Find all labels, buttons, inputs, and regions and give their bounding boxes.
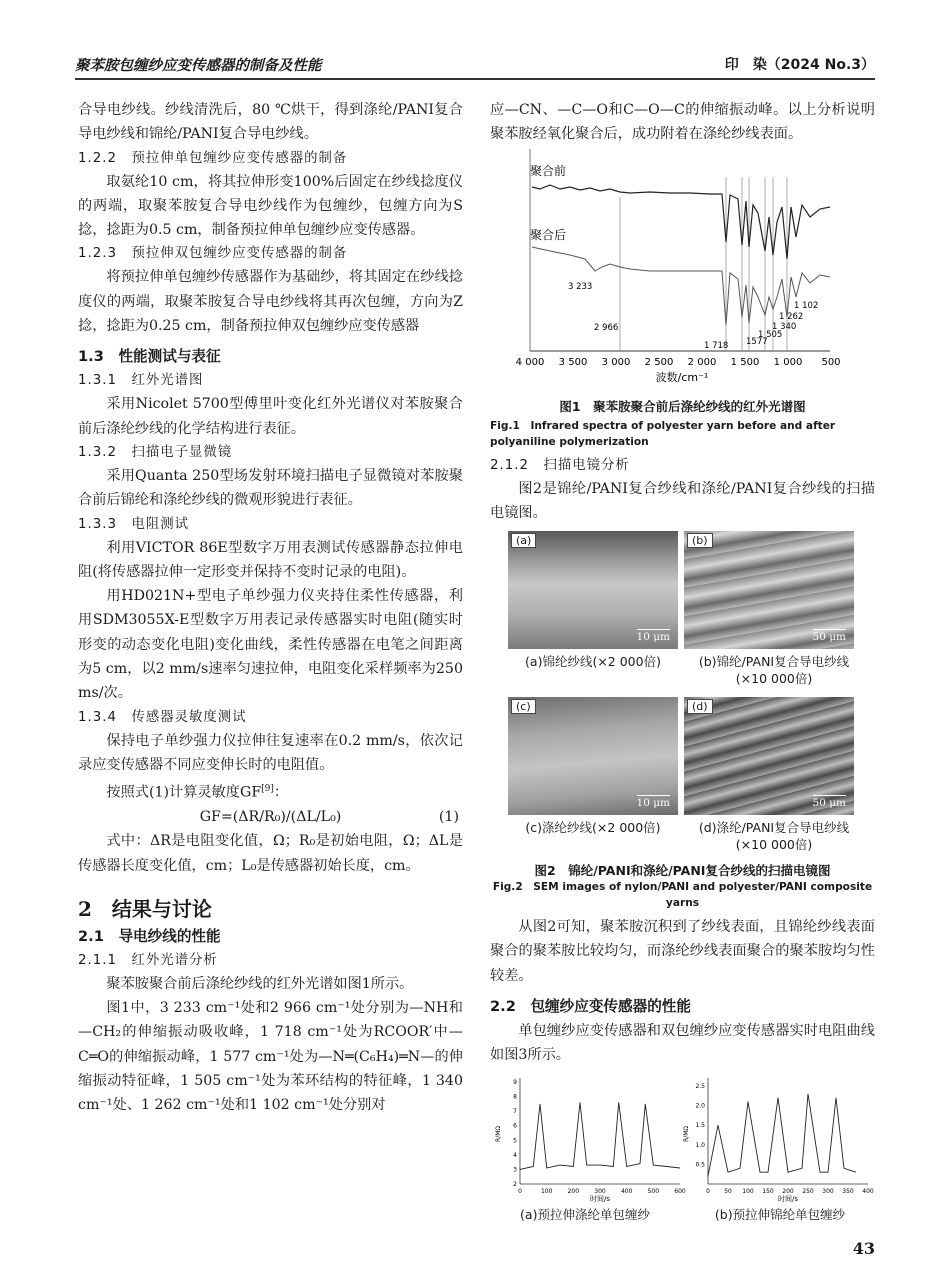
section-heading: 1.3 性能测试与表征 [78, 348, 221, 366]
sem-image-c [508, 697, 678, 815]
paragraph-text: 按照式(1)计算灵敏度GF [106, 784, 262, 801]
paragraph: 采用Quanta 250型场发射环境扫描电子显微镜对苯胺聚合前后锦纶和涤纶纱线的微观形貌进行表征。 [78, 467, 463, 509]
scale-bar: 50 μm [812, 797, 846, 810]
panel-label: (b) [687, 533, 713, 548]
chart-b-yticks [695, 1083, 705, 1168]
y-tick: 2 [513, 1180, 517, 1188]
figure-2 [490, 531, 875, 861]
x-tick: 200 [782, 1187, 794, 1195]
figure-caption-en: Fig.1 Infrared spectra of polyester yarn before and after polyaniline polymerization [490, 419, 836, 448]
chart-a-yticks [513, 1079, 517, 1188]
y-tick: 7 [513, 1107, 517, 1115]
scale-bar: 50 μm [812, 631, 846, 644]
paragraph-text: ： [273, 784, 289, 801]
label-before: 聚合前 [530, 163, 567, 178]
panel-label: (d) [687, 699, 713, 714]
subsection-heading: 1.2.3 预拉伸双包缠纱应变传感器的制备 [78, 246, 348, 262]
paragraph: 将预拉伸单包缠纱传感器作为基础纱，将其固定在纱线捻度仪的两端，取聚苯胺复合导电纱线将其再次包缠，方向为Z捻，捻距为0.25 cm，制备预拉伸双包缠纱应变传感器 [78, 269, 463, 335]
chart-a-xlabel: 时间/s [589, 1194, 611, 1203]
panel-caption: (b)预拉伸锦纶单包缠纱 [714, 1206, 846, 1222]
peak-label: 1 505 [758, 329, 783, 340]
x-tick-labels [516, 357, 841, 384]
paragraph: 利用VICTOR 86E型数字万用表测试传感器静态拉伸电阻(将传感器拉伸一定形变并保持不变时记录的电阻)。 [78, 539, 463, 580]
equation [78, 805, 463, 829]
chart-a-ylabel: R/MΩ [495, 1125, 502, 1142]
equation-number: (1) [438, 809, 459, 826]
subsection-heading: 2.1.2 扫描电镜分析 [490, 457, 630, 473]
paragraph: 保持电子单纱强力仪拉伸往复速率在0.2 mm/s，依次记录应变传感器不同应变伸长时的电阻值。 [78, 732, 463, 773]
x-tick: 2 500 [644, 356, 674, 368]
sem-image-d [684, 697, 854, 815]
paragraph: 聚苯胺聚合前后涤纶纱线的红外光谱如图1所示。 [106, 975, 414, 992]
x-tick: 1 500 [730, 356, 760, 368]
paragraph: 图2是锦纶/PANI复合纱线和涤纶/PANI复合纱线的扫描电镜图。 [490, 480, 875, 521]
x-tick: 600 [674, 1187, 686, 1195]
subsection-heading: 1.2.2 预拉伸单包缠纱应变传感器的制备 [78, 150, 348, 166]
x-tick: 400 [620, 1187, 633, 1195]
subsection-heading: 1.3.4 传感器灵敏度测试 [78, 709, 247, 725]
peak-label: 1 262 [779, 311, 804, 322]
page-number: 43 [852, 1239, 875, 1258]
equation-body: GF=(ΔR/R₀)/(ΔL/L₀) [199, 809, 342, 826]
y-tick: 4 [513, 1151, 517, 1159]
peak-label: 2 966 [594, 322, 619, 333]
x-tick: 150 [762, 1187, 774, 1195]
figure-3 [490, 1074, 875, 1224]
panel-caption: (d)涤纶/PANI复合导电纱线(×10 000倍) [698, 820, 850, 853]
right-column [490, 98, 875, 1224]
x-tick: 300 [594, 1187, 606, 1195]
paragraph: 从图2可知，聚苯胺沉积到了纱线表面，且锦纶纱线表面聚合的聚苯胺比较均匀，而涤纶纱线表面聚合的聚苯胺均匀性较差。 [490, 919, 875, 984]
paragraph: 合导电纱线。纱线清洗后，80 ℃烘干，得到涤纶/PANI复合导电纱线和锦纶/PANI复合导电纱线。 [78, 102, 463, 143]
y-tick: 2.0 [695, 1102, 705, 1110]
figure-caption-en: Fig.2 SEM images of nylon/PANI and polyester/PANI composite yarns [492, 881, 873, 910]
y-tick: 6 [513, 1122, 517, 1130]
subsection-heading: 1.3.2 扫描电子显微镜 [78, 444, 233, 460]
x-tick: 50 [724, 1187, 732, 1195]
y-tick: 0.5 [695, 1161, 705, 1169]
paragraph: 用HD021N+型电子单纱强力仪夹持住柔性传感器，利用SDM3055X-E型数字万用表记录传感器实时电阻(随实时形变的动态变化电阻)变化曲线，柔性传感器在电笔之间距离为5 cm，以2 mm/s速率匀速拉伸，电阻变化采样频率为250 ms/次。 [78, 588, 463, 702]
peak-label: 3 233 [568, 281, 593, 292]
x-tick: 200 [567, 1187, 580, 1195]
paragraph: 式中：ΔR是电阻变化值，Ω；R₀是初始电阻，Ω；ΔL是传感器长度变化值，cm；L₀是传感器初始长度，cm。 [78, 833, 463, 874]
chart-a-xticks [518, 1188, 686, 1195]
panel-caption: (a)锦纶纱线(×2 000倍) [525, 654, 661, 670]
x-axis-title: 波数/cm⁻¹ [655, 370, 709, 384]
figure-1 [490, 147, 875, 397]
panel-label: (c) [511, 699, 536, 714]
ir-spectrum-chart [490, 147, 875, 397]
x-tick: 2 000 [687, 356, 717, 368]
x-tick: 1 000 [773, 356, 803, 368]
chart-b-xticks [706, 1188, 874, 1195]
paragraph [78, 777, 463, 805]
left-column [78, 98, 463, 1118]
figure-caption: 图1 聚苯胺聚合前后涤纶纱线的红外光谱图 [559, 398, 806, 414]
peak-label: 1 340 [772, 321, 797, 332]
subsection-heading: 1.3.3 电阻测试 [78, 516, 190, 532]
x-tick: 350 [842, 1187, 854, 1195]
peak-label: 1577 [746, 336, 768, 347]
x-tick: 3 500 [558, 356, 588, 368]
y-tick: 1.0 [695, 1141, 705, 1149]
panel-caption: (c)涤纶纱线(×2 000倍) [525, 820, 661, 836]
sem-image-a [508, 531, 678, 649]
page-header [75, 52, 875, 80]
y-tick: 1.5 [695, 1121, 705, 1129]
x-tick: 500 [647, 1187, 660, 1195]
panel-caption: (a)预拉伸涤纶单包缠纱 [520, 1206, 650, 1222]
peak-label: 1 718 [704, 340, 729, 351]
x-tick: 100 [540, 1187, 553, 1195]
scale-bar: 10 μm [636, 797, 670, 810]
citation: [9] [261, 784, 274, 795]
x-tick: 400 [862, 1187, 874, 1195]
chart-a-series [520, 1102, 680, 1169]
paragraph: 取氨纶10 cm，将其拉伸形变100%后固定在纱线捻度仪的两端，取聚苯胺复合导电纱线作为包缠纱，包缠方向为S捻，捻距为0.5 cm，制备预拉伸单包缠纱应变传感器。 [78, 173, 463, 239]
running-title: 聚苯胺包缠纱应变传感器的制备及性能 [75, 58, 322, 74]
x-tick: 300 [822, 1187, 834, 1195]
x-tick: 500 [821, 356, 841, 368]
chart-b-series [708, 1093, 856, 1175]
chart-b [683, 1078, 874, 1203]
y-tick: 3 [513, 1166, 517, 1174]
peak-label: 1 102 [794, 300, 819, 311]
y-tick: 5 [513, 1136, 517, 1144]
panel-label: (a) [511, 533, 536, 548]
chart-b-xlabel: 时间/s [777, 1194, 799, 1203]
journal-issue: 印 染（2024 No.3） [724, 57, 875, 73]
y-tick: 8 [513, 1093, 517, 1101]
section-heading: 2.1 导电纱线的性能 [78, 927, 221, 945]
resistance-charts [490, 1074, 875, 1204]
x-tick: 0 [518, 1187, 522, 1195]
paragraph: 单包缠纱应变传感器和双包缠纱应变传感器实时电阻曲线如图3所示。 [490, 1023, 875, 1064]
paragraph: 图1中，3 233 cm⁻¹处和2 966 cm⁻¹处分别为—NH和—CH₂的伸缩振动吸收峰，1 718 cm⁻¹处为RCOOR′中—C═O的伸缩振动峰，1 577 cm⁻¹处为—N═(C₆H₄)═N—的伸缩振动特征峰，1 505 cm⁻¹处为苯环结构的特征峰，1 340 cm⁻¹处、1 262 cm⁻¹处和1 102 cm⁻¹处分别对 [78, 1000, 463, 1114]
paragraph: 应—CN、—C—O和C—O—C的伸缩振动峰。以上分析说明聚苯胺经氧化聚合后，成功附着在涤纶纱线表面。 [490, 102, 875, 143]
x-tick: 3 000 [601, 356, 631, 368]
x-tick: 100 [742, 1187, 754, 1195]
series-before [532, 185, 830, 259]
subsection-heading: 1.3.1 红外光谱图 [78, 373, 204, 389]
chapter-heading: 2 结果与讨论 [78, 896, 212, 921]
x-tick: 250 [802, 1187, 814, 1195]
sem-image-b [684, 531, 854, 649]
x-tick: 4 000 [515, 356, 545, 368]
chart-a [495, 1078, 686, 1203]
label-after: 聚合后 [530, 227, 567, 242]
paragraph: 采用Nicolet 5700型傅里叶变化红外光谱仪对苯胺聚合前后涤纶纱线的化学结构进行表征。 [78, 396, 463, 437]
y-tick: 2.5 [695, 1082, 705, 1090]
section-heading: 2.2 包缠纱应变传感器的性能 [490, 998, 691, 1016]
scale-bar: 10 μm [636, 631, 670, 644]
figure-caption: 图2 锦纶/PANI和涤纶/PANI复合纱线的扫描电镜图 [534, 863, 831, 879]
y-tick: 9 [513, 1078, 517, 1086]
subsection-heading: 2.1.1 红外光谱分析 [78, 952, 218, 968]
x-tick: 0 [706, 1187, 710, 1195]
panel-caption: (b)锦纶/PANI复合导电纱线(×10 000倍) [698, 654, 850, 687]
chart-b-ylabel: R/MΩ [683, 1125, 690, 1142]
